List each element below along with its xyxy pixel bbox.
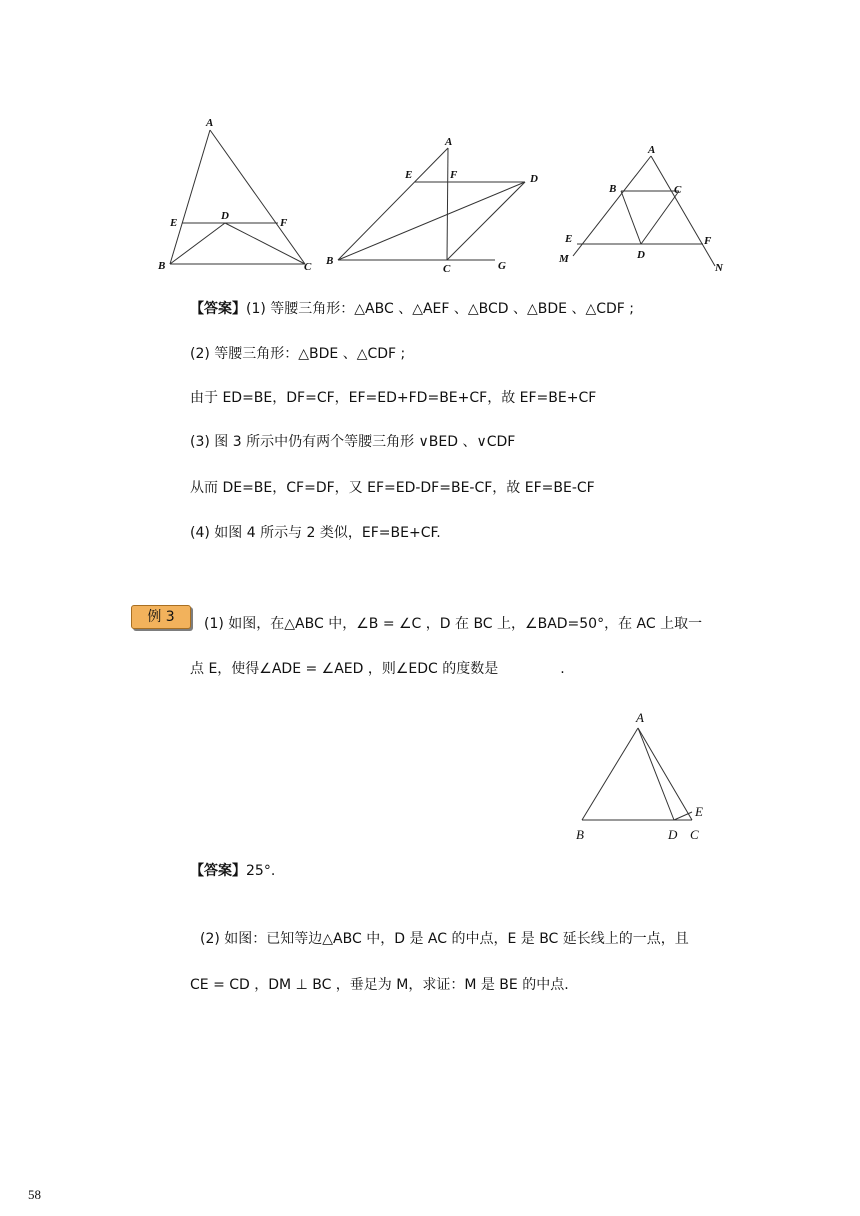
fig2-label-d: D: [530, 173, 538, 185]
figure-2: [320, 132, 550, 277]
fig1-label-c: C: [304, 261, 312, 273]
figure-1: [150, 112, 330, 277]
answer-2-tag: 【答案】: [190, 863, 246, 879]
fig4-label-a: A: [636, 710, 644, 725]
question-2-line-1: (2) 如图：已知等边△ABC 中，D 是 AC 的中点，E 是 BC 延长线上的一点，且: [200, 931, 689, 947]
fig1-label-d: D: [221, 210, 229, 222]
answer-line-5: 从而 DE=BE，CF=DF，又 EF=ED-DF=BE-CF，故 EF=BE-CF: [190, 480, 595, 496]
question-1-line-1: (1) 如图，在△ABC 中，∠B = ∠C ，D 在 BC 上，∠BAD=50°，在 AC 上取一: [204, 616, 703, 632]
fig4-label-d: D: [668, 827, 678, 842]
fig3-label-b: B: [609, 183, 617, 195]
question-1-end: .: [560, 661, 565, 677]
fig2-label-a: A: [445, 136, 453, 148]
question-1: [190, 615, 750, 685]
fig1-label-f: F: [280, 217, 288, 229]
fig2-label-e: E: [405, 169, 413, 181]
fig2-label-f: F: [450, 169, 458, 181]
fig3-label-d: D: [637, 249, 645, 261]
fig2-label-c: C: [443, 263, 451, 275]
fig4-label-c: C: [690, 827, 699, 842]
answer-tag: 【答案】: [190, 301, 246, 317]
answer-line-2: (2) 等腰三角形：△BDE 、△CDF ;: [190, 346, 406, 362]
fig3-label-e: E: [565, 233, 573, 245]
answer-line-1: (1) 等腰三角形：△ABC 、△AEF 、△BCD 、△BDE 、△CDF ;: [246, 301, 635, 317]
page-number: 58: [28, 1187, 41, 1202]
fig2-label-g: G: [498, 260, 506, 272]
question-2: [190, 930, 750, 1000]
fig1-label-e: E: [170, 217, 178, 229]
fig3-label-a: A: [648, 144, 656, 156]
fig3-label-n: N: [715, 262, 723, 274]
fig1-label-a: A: [206, 117, 214, 129]
fig4-label-b: B: [576, 827, 584, 842]
answer-block-1: [190, 300, 750, 550]
figure-3: [555, 140, 735, 280]
answer-line-4: (3) 图 3 所示中仍有两个等腰三角形 ∨BED 、∨CDF: [190, 434, 516, 450]
fig1-label-b: B: [158, 260, 166, 272]
answer-2-value: 25°.: [246, 863, 276, 879]
answer-line-3: 由于 ED=BE，DF=CF，EF=ED+FD=BE+CF，故 EF=BE+CF: [190, 390, 597, 406]
answer-line-6: (4) 如图 4 所示与 2 类似，EF=BE+CF.: [190, 525, 441, 541]
fig4-label-e: E: [695, 804, 703, 819]
fig3-label-m: M: [559, 253, 569, 265]
fig3-label-f: F: [704, 235, 712, 247]
fig2-label-b: B: [326, 255, 334, 267]
question-2-line-2: CE = CD ，DM ⊥ BC ，垂足为 M，求证：M 是 BE 的中点.: [190, 977, 569, 993]
figure-4: [570, 708, 720, 848]
question-1-line-2: 点 E，使得∠ADE = ∠AED ，则∠EDC 的度数是: [190, 661, 499, 677]
fig3-label-c: C: [674, 184, 682, 196]
example-badge: 例 3: [131, 605, 191, 629]
